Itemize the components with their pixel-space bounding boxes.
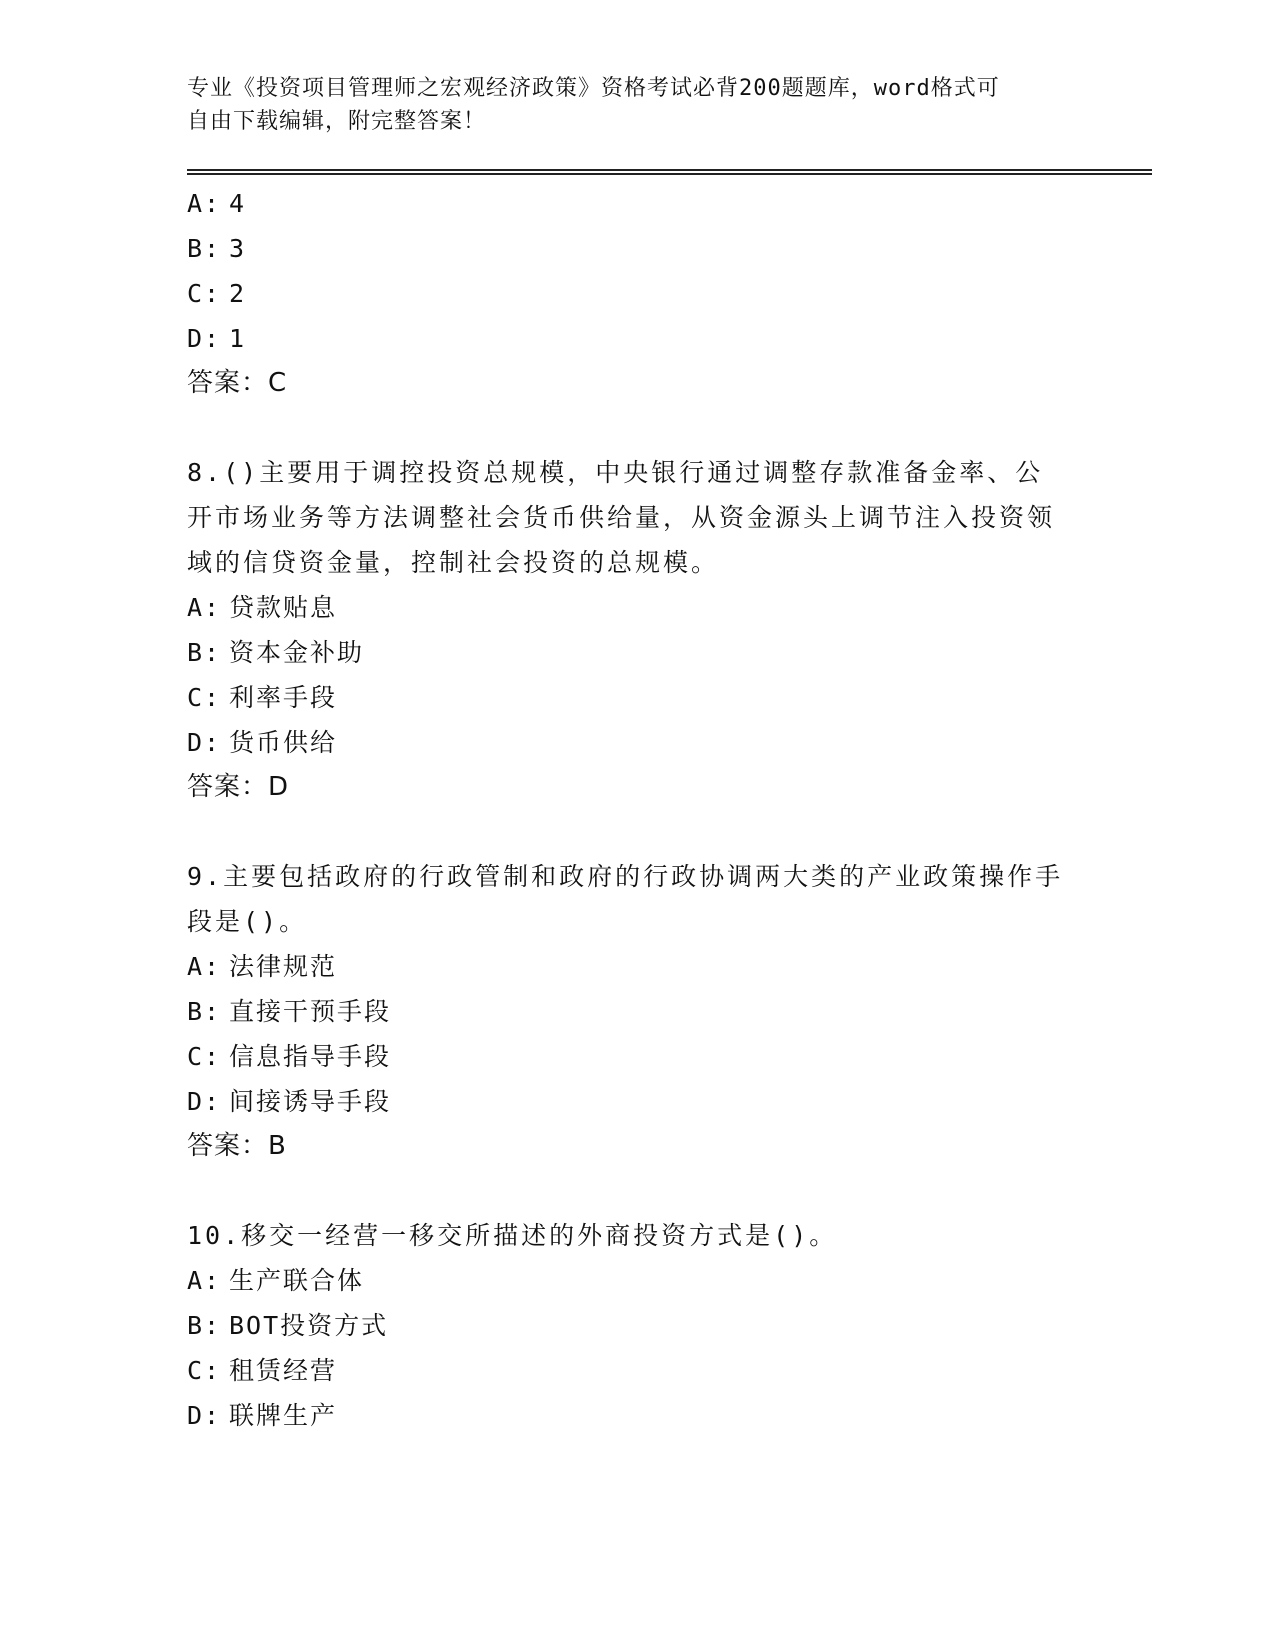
question-7-block [187,181,1152,406]
option-d: D: 1 [187,324,247,353]
answer-line: 答案：C [187,368,288,398]
option-d: D: 间接诱导手段 [187,1087,392,1116]
option-c: C: 2 [187,279,247,308]
option-b: B: 3 [187,234,247,263]
header-line-1: 专业《投资项目管理师之宏观经济政策》资格考试必背200题题库，word格式可 [187,76,1000,101]
option-a: A: 4 [187,189,247,218]
question-text: 9.主要包括政府的行政管制和政府的行政协调两大类的产业政策操作手段是()。 [187,862,1064,936]
document-header [187,72,1067,138]
question-9-block [187,854,1152,1169]
option-a: A: 贷款贴息 [187,593,338,622]
option-c: C: 利率手段 [187,683,338,712]
option-a: A: 生产联合体 [187,1266,365,1295]
option-c: C: 租赁经营 [187,1356,338,1385]
answer-line: 答案：D [187,772,290,802]
option-a: A: 法律规范 [187,952,338,981]
spacer [187,406,1152,450]
option-b: B: 资本金补助 [187,638,365,667]
option-d: D: 联牌生产 [187,1401,338,1430]
question-text: 10.移交一经营一移交所描述的外商投资方式是()。 [187,1221,838,1250]
question-10-block [187,1213,1152,1438]
answer-line: 答案：B [187,1131,287,1161]
question-8-block [187,450,1152,810]
option-d: D: 货币供给 [187,728,338,757]
spacer [187,810,1152,854]
option-b: B: 直接干预手段 [187,997,392,1026]
header-line-2: 自由下载编辑，附完整答案！ [187,109,487,134]
option-c: C: 信息指导手段 [187,1042,392,1071]
option-b: B: BOT投资方式 [187,1311,389,1340]
header-divider [187,169,1152,175]
spacer [187,1169,1152,1213]
question-text: 8.()主要用于调控投资总规模，中央银行通过调整存款准备金率、公开市场业务等方法调整社会货币供给量，从资金源头上调节注入投资领域的信贷资金量，控制社会投资的总规模。 [187,458,1056,577]
document-page [187,72,1152,1438]
